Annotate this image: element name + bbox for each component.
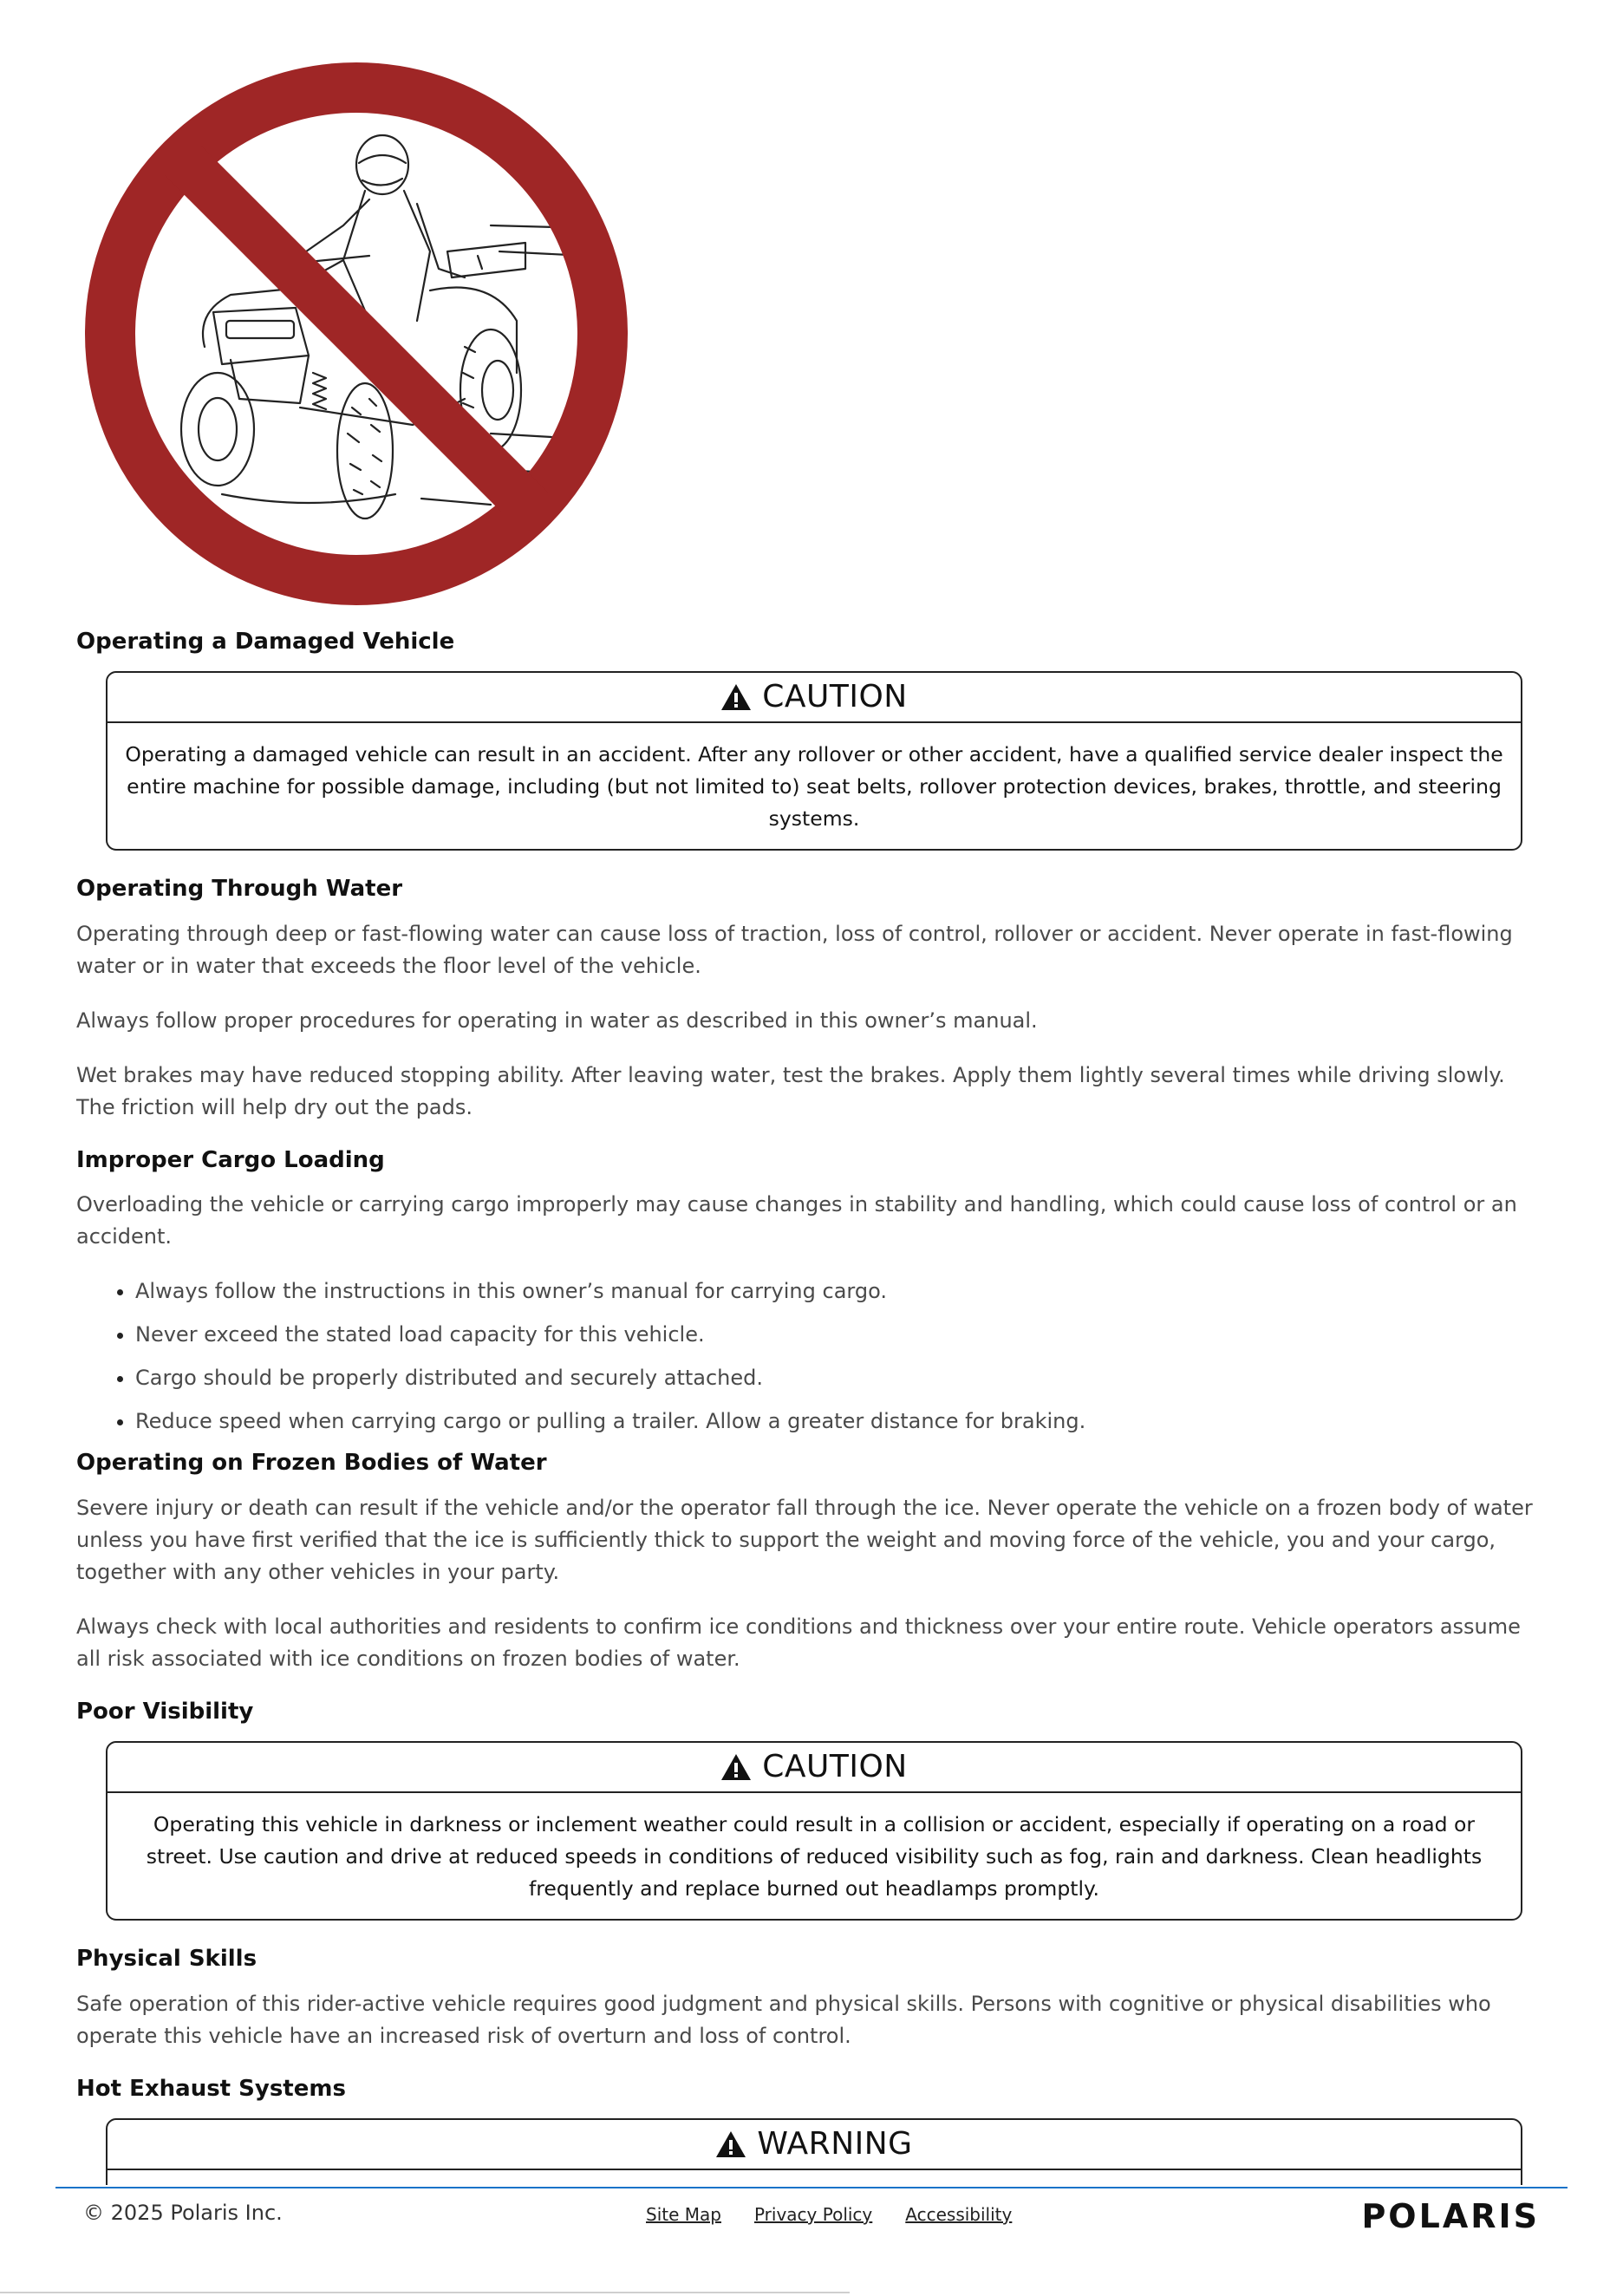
page-footer xyxy=(55,2187,1568,2249)
paragraph-water-3: Wet brakes may have reduced stopping ability. After leaving water, test the brakes. Apply them lightly several times while driving slowly. The friction will help dry out the pads. xyxy=(76,1062,1505,1119)
privacy-policy-link[interactable]: Privacy Policy xyxy=(753,2204,873,2225)
paragraph-water-2: Always follow proper procedures for operating in water as described in this owner’s manual. xyxy=(76,1008,1038,1033)
paragraph-frozen-2: Always check with local authorities and residents to confirm ice conditions and thickness over your entire route. Vehicle operators assume all risk associated with ice conditions on frozen bodies of water. xyxy=(76,1614,1521,1672)
notice-title: CAUTION xyxy=(762,1749,908,1785)
warning-notice-exhaust xyxy=(106,2118,1522,2185)
section-heading-exhaust: Hot Exhaust Systems xyxy=(76,2075,346,2102)
document-content xyxy=(76,0,1550,2185)
notice-header xyxy=(108,1743,1521,1793)
notice-title: CAUTION xyxy=(762,679,908,715)
notice-body: Operating this vehicle in darkness or inclement weather could result in a collision or accident, especially if operating on a road or street. Use caution and drive at reduced speeds in conditions of reduced visibility such as fog, rain and darkness. Clean headlights frequently and replace burned out headlamps promptly. xyxy=(146,1811,1483,1901)
warning-triangle-icon xyxy=(715,2130,746,2158)
section-heading-cargo: Improper Cargo Loading xyxy=(76,1146,385,1173)
cargo-list xyxy=(76,1275,1550,1438)
paragraph-water-1: Operating through deep or fast-flowing water can cause loss of traction, loss of control, rollover or accident. Never operate in fast-flowing water or in water that exceeds the floor level of the vehicle. xyxy=(76,921,1513,978)
paragraph-skills: Safe operation of this rider-active vehicle requires good judgment and physical skills. Persons with cognitive or physical disabilities who operate this vehicle have an increased risk of overturn and loss of control. xyxy=(76,1991,1491,2048)
list-item: • Cargo should be properly distributed and securely attached. xyxy=(135,1362,1550,1394)
section-heading-water: Operating Through Water xyxy=(76,875,403,902)
paragraph-cargo: Overloading the vehicle or carrying cargo improperly may cause changes in stability and handling, which could cause loss of control or an accident. xyxy=(76,1192,1517,1249)
warning-triangle-icon xyxy=(720,683,752,711)
section-heading-damaged-vehicle: Operating a Damaged Vehicle xyxy=(76,629,455,655)
section-heading-physical-skills: Physical Skills xyxy=(76,1945,257,1972)
caution-notice-visibility xyxy=(106,1741,1522,1921)
copyright-text: © 2025 Polaris Inc. xyxy=(83,2201,283,2225)
caution-notice-damaged-vehicle xyxy=(106,671,1522,851)
notice-header xyxy=(108,673,1521,723)
paragraph-frozen-1: Severe injury or death can result if the vehicle and/or the operator fall through the ice. Never operate the vehicle on a frozen body of water unless you have first verified that the ice is sufficiently thick to support the weight and moving force of the vehicle, you and your cargo, together with any other vehicles in your party. xyxy=(76,1496,1533,1585)
section-heading-visibility: Poor Visibility xyxy=(76,1699,254,1725)
polaris-logo[interactable]: POLARIS xyxy=(1361,2197,1540,2235)
prohibition-sign xyxy=(83,61,629,607)
divider xyxy=(0,2292,850,2293)
notice-title: WARNING xyxy=(757,2126,913,2162)
notice-body: Operating a damaged vehicle can result in an accident. After any rollover or other accident, have a qualified service dealer inspect the entire machine for possible damage, including (but not limited to) seat belts, rollover protection devices, brakes, throttle, and steering systems. xyxy=(125,741,1503,831)
list-item: • Always follow the instructions in this owner’s manual for carrying cargo. xyxy=(135,1275,1550,1308)
atv-rider-illustration xyxy=(83,61,629,607)
list-item: • Never exceed the stated load capacity for this vehicle. xyxy=(135,1319,1550,1351)
notice-header xyxy=(108,2120,1521,2170)
section-heading-frozen-water: Operating on Frozen Bodies of Water xyxy=(76,1450,547,1477)
warning-triangle-icon xyxy=(720,1753,752,1781)
notice-body xyxy=(108,2170,1521,2185)
list-item: • Reduce speed when carrying cargo or pulling a trailer. Allow a greater distance for braking. xyxy=(135,1406,1550,1438)
footer-links xyxy=(646,2204,1012,2225)
site-map-link[interactable]: Site Map xyxy=(646,2204,721,2225)
accessibility-link[interactable]: Accessibility xyxy=(905,2204,1013,2225)
